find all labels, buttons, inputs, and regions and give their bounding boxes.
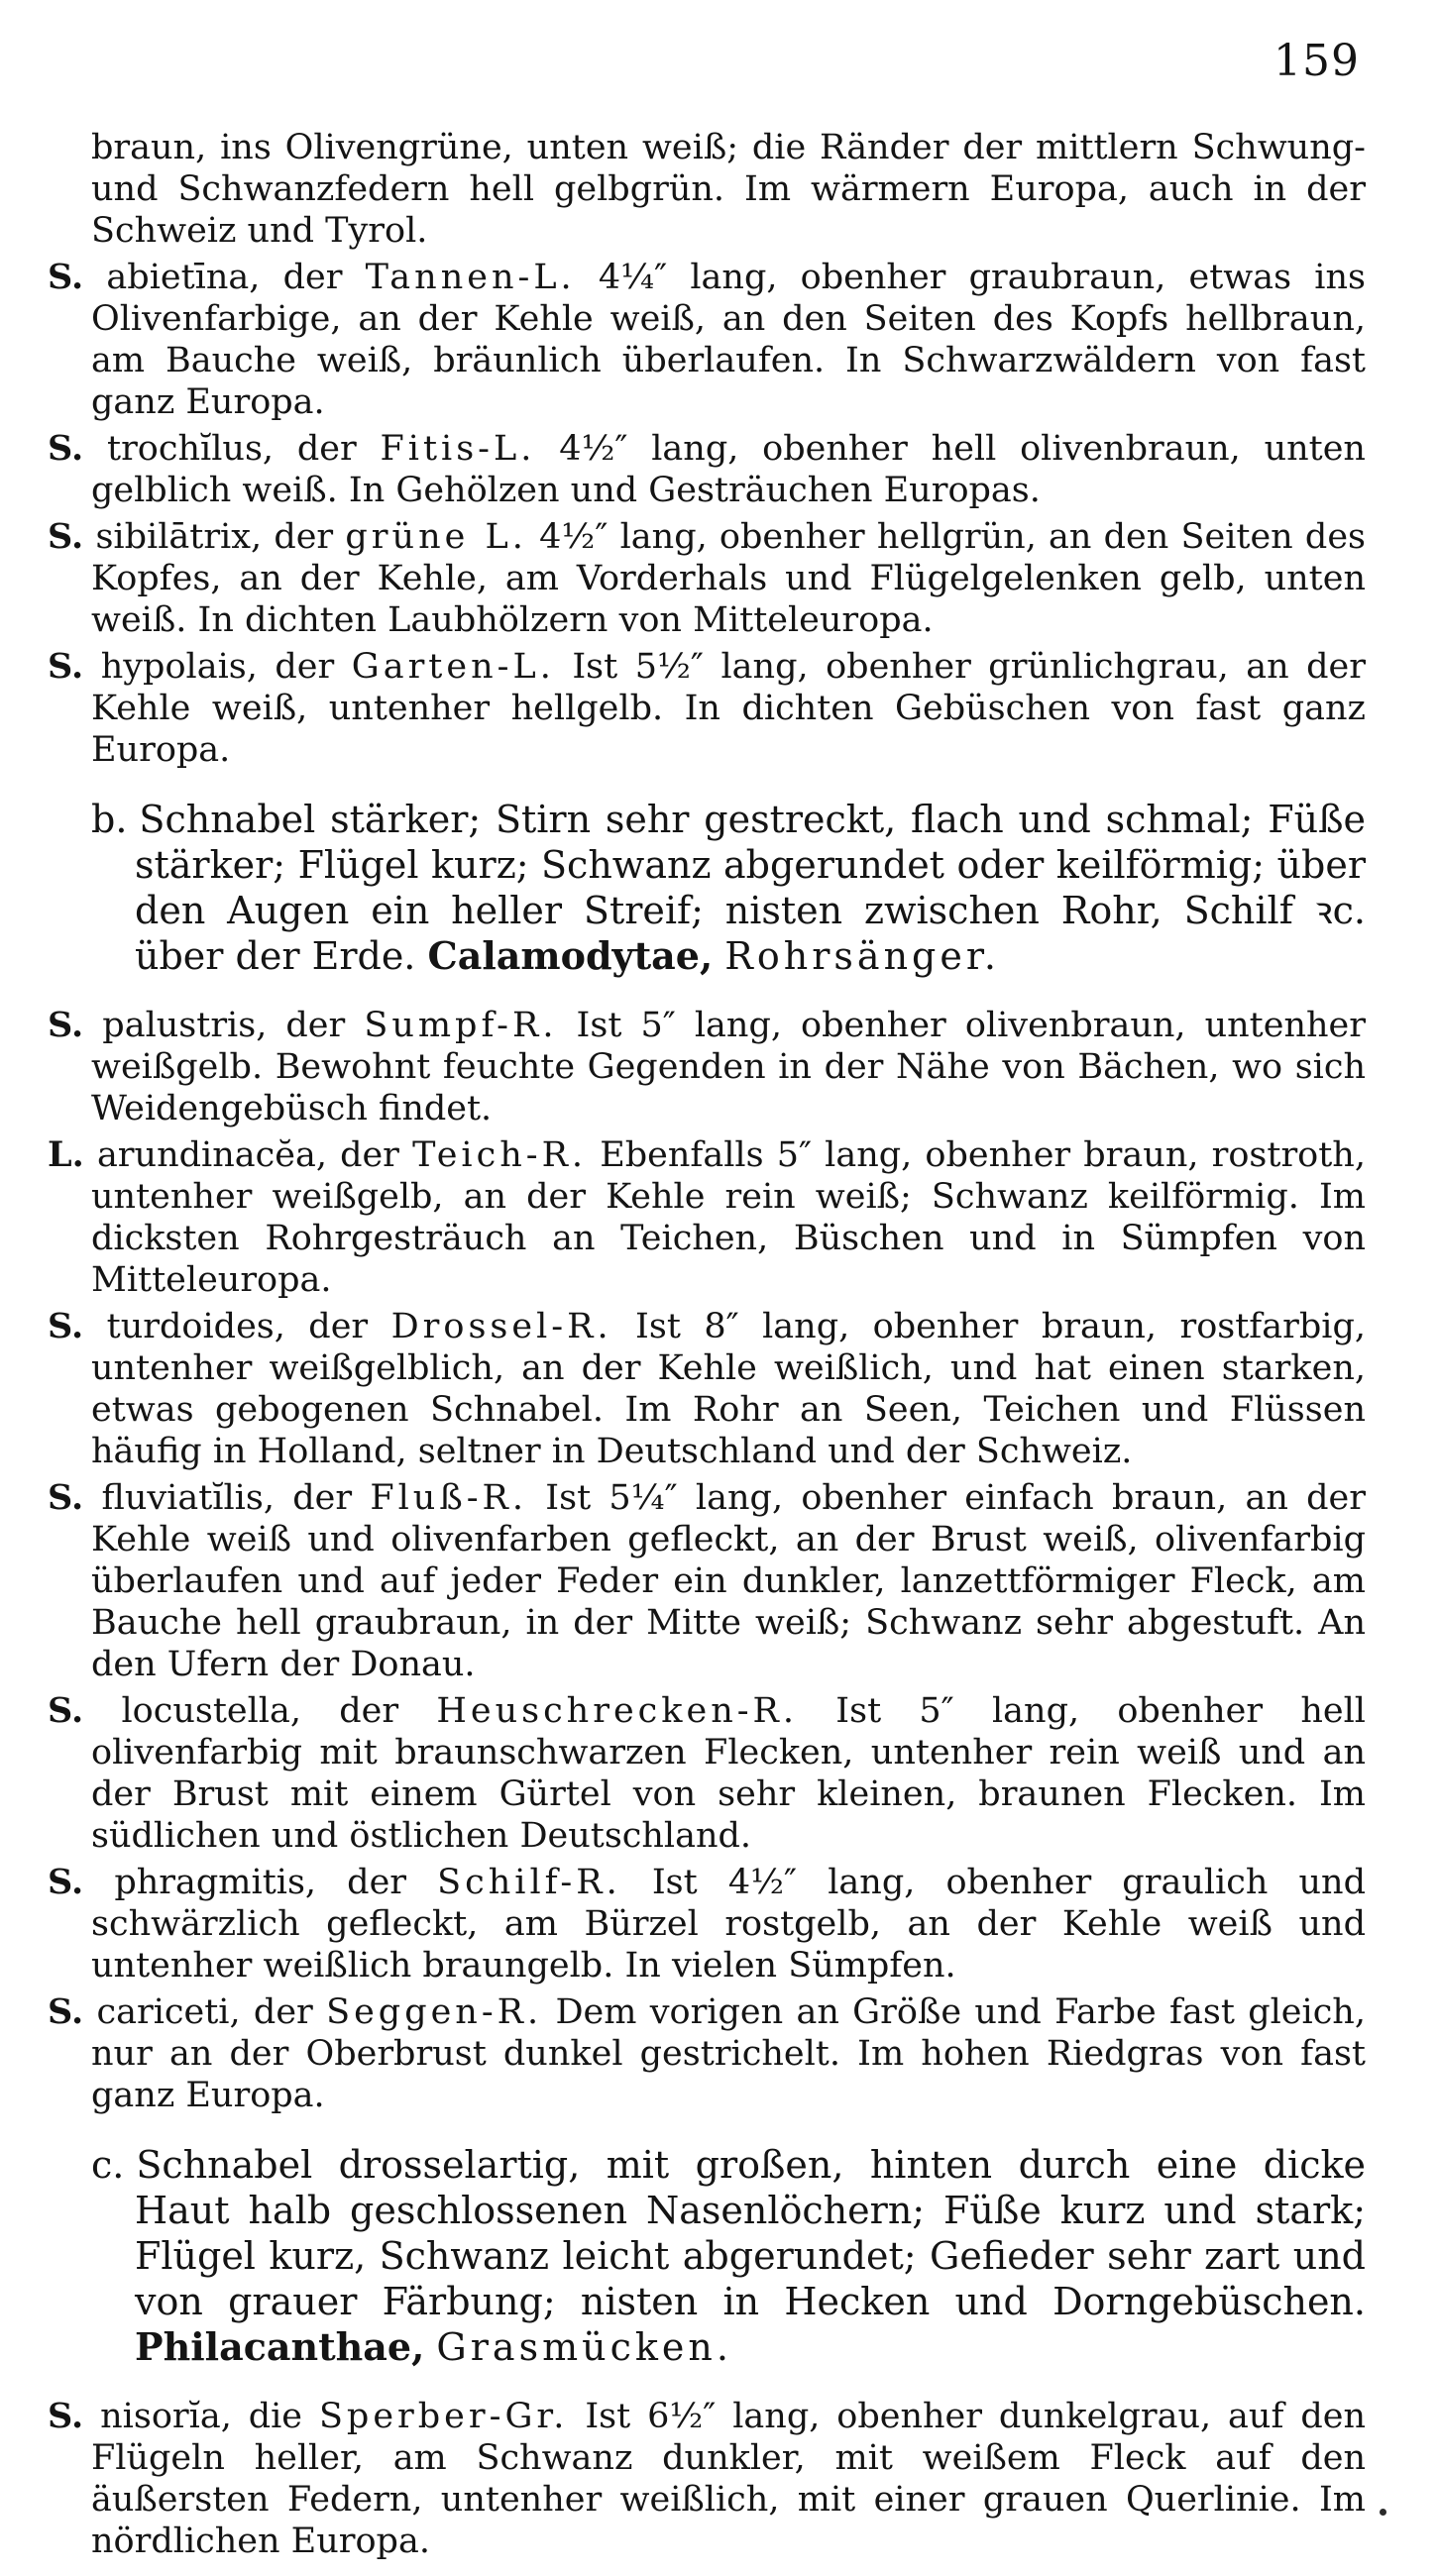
- description: Ist 6½″ lang, obenher dunkelgrau, auf den Flügeln heller, am Schwanz dunkler, mit weißem Fleck auf den äußersten Federn, untenher weißlich, mit einer grauen Querlinie. Im nördlichen Europa.: [91, 2397, 1366, 2561]
- article: , der: [229, 1992, 313, 2032]
- description: Ist 5″ lang, obenher olivenbraun, untenher weißgelb. Bewohnt feuchte Gegenden in der Nähe von Bächen, wo sich Weidengebüsch findet.: [91, 1006, 1366, 1128]
- genus-abbr: L.: [48, 1134, 84, 1175]
- description: Ebenfalls 5″ lang, obenher braun, rostroth, untenher weißgelb, an der Kehle rein weiß; Schwanz keilförmig. Im dicksten Rohrgesträuch an Teichen, Büschen und in Sümpfen von Mitteleuropa.: [91, 1135, 1366, 1300]
- common-name: Sperber-Gr.: [318, 2397, 569, 2436]
- common-name: Heuschrecken-R.: [436, 1691, 799, 1731]
- genus-abbr: S.: [48, 1005, 84, 1045]
- article: , der: [250, 517, 334, 557]
- page-number: 159: [1273, 36, 1360, 86]
- genus-abbr: S.: [48, 257, 84, 297]
- species-entry-abietina: [48, 257, 1366, 423]
- genus-abbr: S.: [48, 1862, 84, 1902]
- common-name: Teich-R.: [412, 1135, 588, 1175]
- species-name: phragmitis: [114, 1863, 305, 1902]
- genus-abbr: S.: [48, 1991, 84, 2032]
- species-name: sibilātrix: [95, 517, 251, 557]
- description: Ist 4½″ lang, obenher graulich und schwärzlich gefleckt, am Bürzel rostgelb, an der Kehle weiß und untenher weißlich braungelb. In vielen Sümpfen.: [91, 1863, 1366, 1986]
- common-name: Drossel-R.: [390, 1307, 612, 1346]
- species-name: abietīna: [106, 258, 250, 297]
- continuation-text: braun, ins Olivengrüne, unten weiß; die Ränder der mittlern Schwung- und Schwanzfedern hell gelbgrün. Im wärmern Europa, auch in der Schweiz und Tyrol.: [91, 128, 1366, 251]
- description: 4½″ lang, obenher hellgrün, an den Seiten des Kopfes, an der Kehle, am Vorderhals und Flügelgelenken gelb, unten weiß. In dichten Laubhölzern von Mitteleuropa.: [91, 517, 1366, 640]
- description: Ist 5″ lang, obenher hell olivenfarbig mit braunschwarzen Flecken, untenher rein weiß und an der Brust mit einem Gürtel von sehr kleinen, braunen Flecken. Im südlichen und östlichen Deutschland.: [91, 1691, 1366, 1856]
- species-name: trochĭlus: [107, 429, 263, 469]
- genus-abbr: S.: [48, 1690, 84, 1731]
- ink-speck: [1380, 2509, 1386, 2516]
- species-entry-trochilus: [48, 428, 1366, 511]
- section-description: Schnabel stärker; Stirn sehr gestreckt, flach und schmal; Füße stärker; Flügel kurz; Schwanz abgerundet oder keilförmig; über den Augen ein heller Streif; nisten zwischen Rohr, Schilf ꝛc. über der Erde.: [135, 798, 1366, 978]
- article: , die: [220, 2397, 303, 2436]
- article: , der: [304, 1863, 407, 1902]
- description: 4¼″ lang, obenher graubraun, etwas ins Olivenfarbige, an der Kehle weiß, an den Seiten des Kopfs hellbraun, am Bauche weiß, bräunlich überlaufen. In Schwarzwäldern von fast ganz Europa.: [91, 258, 1366, 422]
- article: , der: [315, 1135, 399, 1175]
- section-description: Schnabel drosselartig, mit großen, hinten durch eine dicke Haut halb geschlossenen Nasenlöchern; Füße kurz und stark; Flügel kurz, Schwanz leicht abgerundet; Gefieder sehr zart und von grauer Färbung; nisten in Hecken und Dorngebüschen.: [135, 2143, 1366, 2323]
- species-name: nisorĭa: [100, 2397, 221, 2436]
- common-name: Fitis-L.: [380, 429, 536, 469]
- section-latin-name: Calamodytae,: [427, 933, 714, 978]
- article: , der: [274, 1307, 369, 1346]
- species-name: palustris: [102, 1006, 257, 1045]
- species-entry-turdoides: [48, 1306, 1366, 1472]
- section-german-name: Rohrsänger.: [724, 934, 1000, 978]
- genus-abbr: S.: [48, 1306, 84, 1346]
- article: , der: [246, 647, 335, 687]
- species-entry-nisoria: [48, 2396, 1366, 2562]
- species-name: turdoides: [106, 1307, 275, 1346]
- genus-abbr: S.: [48, 428, 84, 469]
- species-entry-palustris: [48, 1005, 1366, 1129]
- article: , der: [249, 258, 343, 297]
- article: , der: [263, 1478, 353, 1518]
- species-name: cariceti: [96, 1992, 230, 2032]
- species-entry-cariceti: [48, 1991, 1366, 2116]
- genus-abbr: S.: [48, 516, 84, 557]
- common-name: Tannen-L.: [365, 258, 576, 297]
- article: , der: [256, 1006, 346, 1045]
- species-entry-fluviatilis: [48, 1477, 1366, 1685]
- common-name: Seggen-R.: [326, 1992, 543, 2032]
- genus-abbr: S.: [48, 646, 84, 687]
- article: , der: [289, 1691, 399, 1731]
- species-name: arundinacĕa: [96, 1135, 316, 1175]
- common-name: grüne L.: [345, 517, 527, 557]
- page-content: [48, 127, 1366, 2567]
- section-latin-name: Philacanthae,: [135, 2324, 425, 2369]
- common-name: Fluß-R.: [370, 1478, 528, 1518]
- genus-abbr: S.: [48, 2396, 84, 2436]
- genus-abbr: S.: [48, 1477, 84, 1518]
- description: Ist 5½″ lang, obenher grünlichgrau, an der Kehle weiß, untenher hellgelb. In dichten Gebüschen von fast ganz Europa.: [91, 647, 1366, 770]
- species-name: hypolais: [100, 647, 247, 687]
- article: , der: [262, 429, 357, 469]
- section-c-heading: [48, 2142, 1366, 2370]
- species-entry-locustella: [48, 1690, 1366, 1857]
- common-name: Schilf-R.: [437, 1863, 621, 1902]
- section-b-heading: [48, 797, 1366, 979]
- section-letter: c.: [91, 2143, 125, 2187]
- description: 4½″ lang, obenher hell olivenbraun, unten gelblich weiß. In Gehölzen und Gesträuchen Europas.: [91, 429, 1366, 510]
- species-entry-sibilatrix: [48, 516, 1366, 641]
- species-name: fluviatĭlis: [101, 1478, 264, 1518]
- description: Dem vorigen an Größe und Farbe fast gleich, nur an der Oberbrust dunkel gestrichelt. Im hohen Riedgras von fast ganz Europa.: [91, 1992, 1366, 2115]
- species-entry-hypolais: [48, 646, 1366, 771]
- description: Ist 5¼″ lang, obenher einfach braun, an der Kehle weiß und olivenfarben gefleckt, an der Brust weiß, olivenfarbig überlaufen und auf jeder Feder ein dunkler, lanzettförmiger Fleck, am Bauche hell graubraun, in der Mitte weiß; Schwanz sehr abgestuft. An den Ufern der Donau.: [91, 1478, 1366, 1684]
- species-name: locustella: [121, 1691, 290, 1731]
- species-entry-arundinacea: [48, 1134, 1366, 1301]
- description: Ist 8″ lang, obenher braun, rostfarbig, untenher weißgelblich, an der Kehle weißlich, und hat einen starken, etwas gebogenen Schnabel. Im Rohr an Seen, Teichen und Flüssen häufig in Holland, seltner in Deutschland und der Schweiz.: [91, 1307, 1366, 1471]
- common-name: Garten-L.: [351, 647, 555, 687]
- species-entry-phragmitis: [48, 1862, 1366, 1986]
- common-name: Sumpf-R.: [364, 1006, 558, 1045]
- section-german-name: Grasmücken.: [436, 2325, 732, 2369]
- section-letter: b.: [91, 798, 128, 841]
